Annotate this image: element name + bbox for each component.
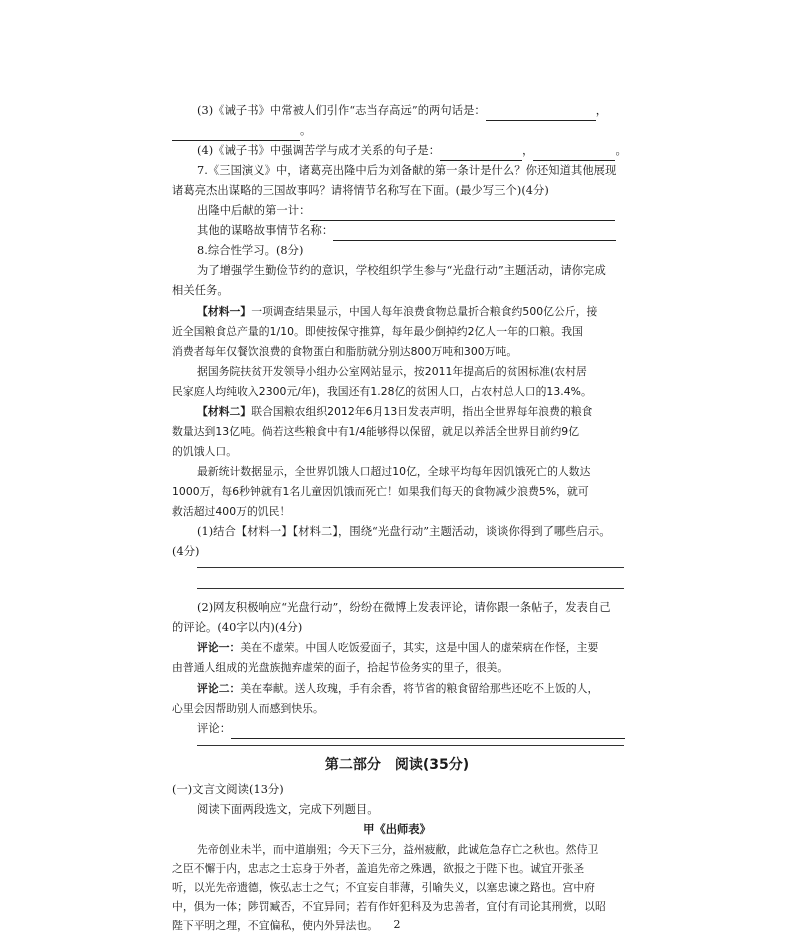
- answer-blank[interactable]: [440, 147, 522, 161]
- page-number: 2: [393, 918, 401, 931]
- answer-blank[interactable]: [231, 725, 625, 739]
- material-1-tag: 【材料一】: [197, 305, 252, 318]
- q6-item4-text: (4)《诫子书》中强调苦学与成才关系的句子是：: [197, 144, 441, 157]
- q6-item3-cont: [172, 121, 624, 141]
- q7-field2: [197, 221, 624, 241]
- passage-line-5: 陛下平明之理，不宜偏私，使内外异法也。: [172, 919, 379, 932]
- material-1-line-5: 民家庭人均纯收入2300元/年)，我国还有1.28亿的贫困人口，占农村总人口的13.4%。: [172, 385, 592, 398]
- q8-intro-2: 相关任务。: [172, 284, 229, 297]
- q8-sub1-line-2: (4分): [172, 545, 200, 558]
- material-2-line-3: 的饥饿人口。: [172, 445, 238, 458]
- q6-item4: [197, 141, 627, 161]
- comment-1-line-1: [197, 638, 624, 658]
- q7-field1: [197, 201, 624, 221]
- material-2-tag: 【材料二】: [197, 405, 252, 418]
- answer-blank[interactable]: [486, 107, 596, 121]
- answer-blank[interactable]: [533, 147, 615, 161]
- q8-sub2-line-2: 的评论。(40字以内)(4分): [172, 621, 303, 634]
- material-2-text: 联合国粮农组织2012年6月13日发表声明，指出全世界每年浪费的粮食: [251, 405, 593, 418]
- comment-1-tag: 评论一：: [197, 641, 241, 654]
- q6-item3: [197, 101, 624, 121]
- comment-2-line-1: [197, 679, 624, 699]
- answer-line[interactable]: [197, 567, 624, 568]
- passage-line-3: 听，以光先帝遗德，恢弘志士之气；不宜妄自菲薄，引喻失义，以塞忠谏之路也。宫中府: [172, 881, 596, 894]
- comment-1-text: 美在不虚荣。中国人吃饭爱面子，其实，这是中国人的虚荣病在作怪，主要: [240, 641, 599, 654]
- q8-sub1-line-1: (1)结合【材料一】【材料二】，围绕“光盘行动”主题活动，谈谈你得到了哪些启示。: [197, 525, 611, 538]
- comment-label: 评论：: [197, 722, 232, 735]
- passage-line-1: 先帝创业未半，而中道崩殂；今天下三分，益州疲敝，此诚危急存亡之秋也。然侍卫: [197, 843, 599, 856]
- material-1-line-3: 消费者每年仅餐饮浪费的食物蛋白和脂肪就分别达800万吨和300万吨。: [172, 345, 518, 358]
- separator: ，: [522, 144, 534, 157]
- comment-1-line-2: 由普通人组成的光盘族抛弃虚荣的面子，拾起节俭务实的里子，很美。: [172, 661, 509, 674]
- material-1-text: 一项调查结果显示，中国人每年浪费食物总量折合粮食约500亿公斤，接: [251, 305, 598, 318]
- material-2-line-4: 最新统计数据显示，全世界饥饿人口超过10亿，全球平均每年因饥饿死亡的人数达: [197, 465, 591, 478]
- section-classical-reading: (一)文言文阅读(13分): [172, 783, 284, 796]
- answer-blank[interactable]: [333, 227, 616, 241]
- q7-line2: 诸葛亮杰出谋略的三国故事吗？请将情节名称写在下面。(最少写三个)(4分): [172, 184, 549, 197]
- material-2-line-5: 1000万，每6秒钟就有1名儿童因饥饿而死亡！如果我们每天的食物减少浪费5%，就可: [172, 485, 589, 498]
- q6-item3-text: (3)《诫子书》中常被人们引作“志当存高远”的两句话是：: [197, 104, 486, 117]
- q7-field2-label: 其他的谋略故事情节名称：: [197, 224, 334, 237]
- comment-2-text: 美在奉献。送人玫瑰，手有余香，将节省的粮食留给那些还吃不上饭的人，: [240, 682, 599, 695]
- q7-line1: 7.《三国演义》中，诸葛亮出隆中后为刘备献的第一条计是什么？你还知道其他展现: [197, 164, 617, 177]
- material-1-line-1: [197, 302, 624, 322]
- answer-blank[interactable]: [172, 127, 300, 141]
- separator: ，: [595, 104, 608, 117]
- q7-field1-label: 出隆中后献的第一计：: [197, 204, 311, 217]
- material-2-line-2: 数量达到13亿吨。倘若这些粮食中有1/4能够得以保留，就足以养活全世界目前约9亿: [172, 425, 580, 438]
- answer-blank[interactable]: [310, 207, 615, 221]
- material-2-line-6: 救活超过400万的饥民！: [172, 505, 291, 518]
- period: 。: [300, 124, 312, 137]
- comment-field: [197, 719, 624, 739]
- comment-2-line-2: 心里会因帮助别人而感到快乐。: [172, 702, 324, 715]
- passage-title: 甲《出师表》: [363, 823, 431, 836]
- material-1-line-2: 近全国粮食总产量的1/10。即使按保守推算，每年最少倒掉约2亿人一年的口粮。我国: [172, 325, 584, 338]
- q8-intro-1: 为了增强学生勤俭节约的意识，学校组织学生参与“光盘行动”主题活动，请你完成: [197, 264, 606, 277]
- part-two-heading: 第二部分 阅读(35分): [324, 757, 470, 773]
- passage-line-2: 之臣不懈于内，忠志之士忘身于外者，盖追先帝之殊遇，欲报之于陛下也。诚宜开张圣: [172, 862, 585, 875]
- material-2-line-1: [197, 402, 624, 422]
- answer-line[interactable]: [197, 588, 624, 589]
- comment-2-tag: 评论二：: [197, 682, 241, 695]
- passage-line-4: 中，俱为一体；陟罚臧否，不宜异同；若有作奸犯科及为忠善者，宜付有司论其刑赏，以昭: [172, 900, 606, 913]
- q8-title: 8.综合性学习。(8分): [197, 244, 304, 257]
- q8-sub2-line-1: (2)网友积极响应“光盘行动”，纷纷在微博上发表评论，请你跟一条帖子，发表自己: [197, 601, 611, 614]
- material-1-line-4: 据国务院扶贫开发领导小组办公室网站显示，按2011年提高后的贫困标准(农村居: [197, 365, 587, 378]
- period: 。: [615, 144, 627, 157]
- answer-line[interactable]: [197, 745, 624, 746]
- reading-instruction: 阅读下面两段选文，完成下列题目。: [197, 803, 379, 816]
